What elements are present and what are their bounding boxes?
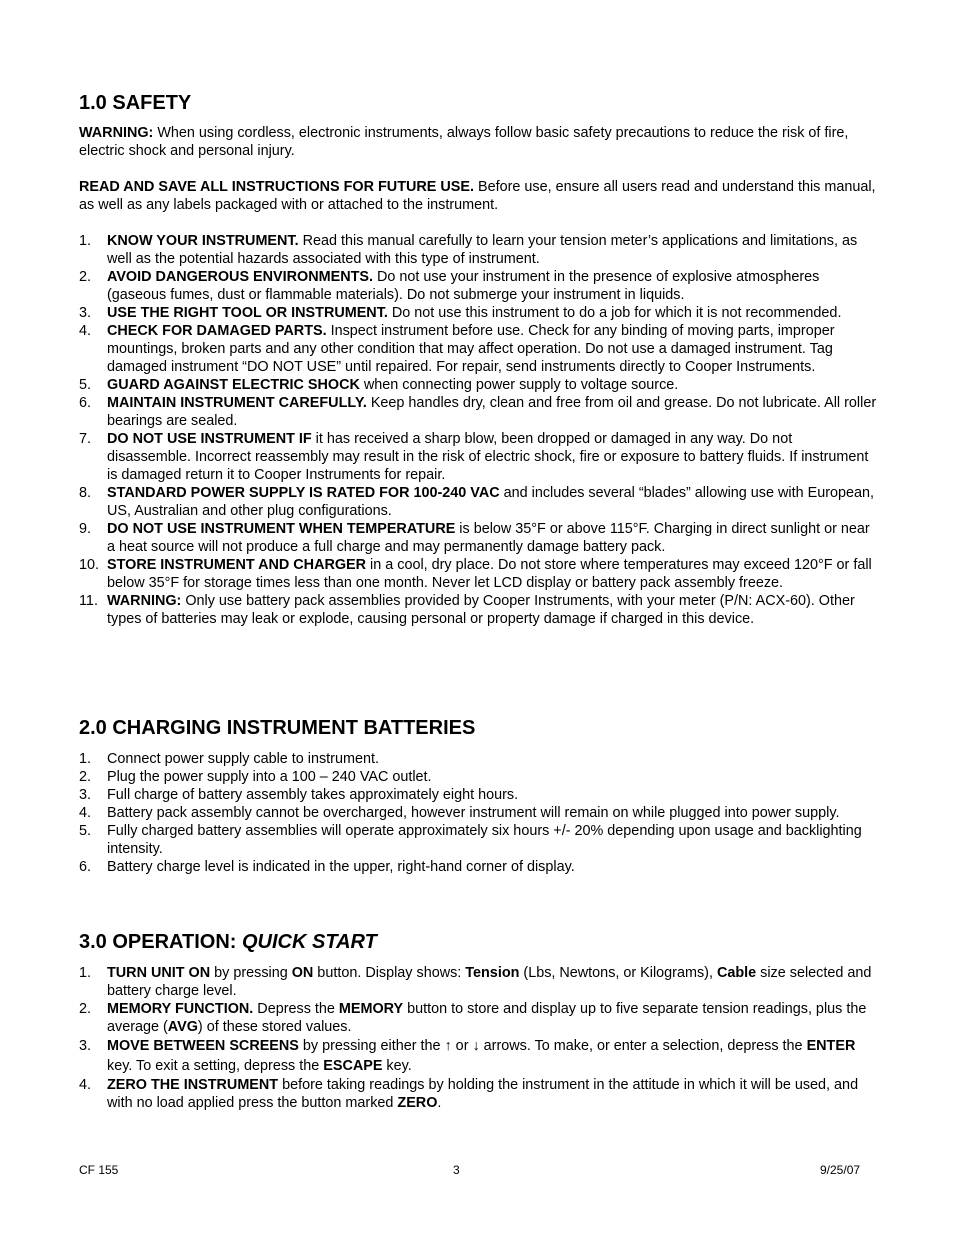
item-text: Do not use this instrument to do a job for which it is not recommended.: [387, 305, 842, 321]
item-number: 11.: [79, 593, 98, 609]
warning-label: WARNING:: [79, 125, 154, 141]
list-item: [79, 376, 879, 394]
item-number: 2.: [79, 269, 92, 285]
item-text: Depress the: [253, 1001, 339, 1017]
item-bold: GUARD AGAINST ELECTRIC SHOCK: [107, 377, 360, 393]
list-item: [79, 394, 879, 430]
section-heading-safety: 1.0 SAFETY: [79, 92, 192, 114]
item-text: Connect power supply cable to instrument.: [107, 751, 379, 767]
item-number: 5.: [79, 823, 92, 839]
item-bold: AVOID DANGEROUS ENVIRONMENTS.: [107, 269, 373, 285]
list-item: [79, 556, 879, 592]
section-heading-operation: [79, 930, 377, 954]
item-text: size selected and battery charge level.: [107, 965, 872, 999]
item-bold: CHECK FOR DAMAGED PARTS.: [107, 323, 327, 339]
item-number: 1.: [79, 233, 92, 249]
item-bold: ESCAPE: [323, 1058, 383, 1074]
item-text: it has received a sharp blow, been dropped or damaged in any way. Do not disassemble. Incorrect reassembly may result in the risk of electric shock, fire or exposure to battery fluids. If instrument is damaged return it to Cooper Instruments for repair.: [107, 431, 869, 483]
item-bold: MOVE BETWEEN SCREENS: [107, 1038, 299, 1054]
item-bold: DO NOT USE INSTRUMENT WHEN TEMPERATURE: [107, 521, 456, 537]
read-save-label: READ AND SAVE ALL INSTRUCTIONS FOR FUTURE USE.: [79, 179, 474, 195]
item-bold: ZERO THE INSTRUMENT: [107, 1077, 279, 1093]
item-number: 2.: [79, 1001, 92, 1017]
item-number: 7.: [79, 431, 92, 447]
item-bold: STORE INSTRUMENT AND CHARGER: [107, 557, 367, 573]
item-text: Read this manual carefully to learn your tension meter’s applications and limitations, as well as the potential hazards associated with this type of instrument.: [107, 233, 858, 267]
list-item: [79, 592, 879, 628]
item-number: 3.: [79, 787, 92, 803]
item-text: and includes several “blades” allowing use with European, US, Australian and other plug configurations.: [107, 485, 874, 519]
item-text: Plug the power supply into a 100 – 240 VAC outlet.: [107, 769, 432, 785]
list-item: [79, 484, 879, 520]
item-text: Do not use your instrument in the presence of explosive atmospheres (gaseous fumes, dust or flammable materials). Do not submerge your instrument in liquids.: [107, 269, 820, 303]
item-text: before taking readings by holding the instrument in the attitude in which it will be used, and with no load applied press the button marked: [107, 1077, 859, 1111]
list-item: [79, 1036, 879, 1076]
item-text: Keep handles dry, clean and free from oil and grease. Do not lubricate. All roller bearings are sealed.: [107, 395, 877, 429]
item-text: Battery charge level is indicated in the upper, right-hand corner of display.: [107, 859, 575, 875]
list-item: [79, 964, 879, 1000]
item-text: Fully charged battery assemblies will operate approximately six hours +/- 20% depending upon usage and backlighting intensity.: [107, 823, 862, 857]
item-number: 9.: [79, 521, 92, 537]
item-text: button to store and display up to five separate tension readings, plus the average (: [107, 1001, 867, 1035]
item-bold: MAINTAIN INSTRUMENT CAREFULLY.: [107, 395, 367, 411]
safety-list: [79, 232, 879, 628]
item-bold: AVG: [167, 1019, 198, 1035]
list-item: [79, 750, 879, 768]
warning-paragraph: [79, 124, 879, 160]
item-bold: ENTER: [806, 1038, 856, 1054]
section-heading-charging: 2.0 CHARGING INSTRUMENT BATTERIES: [79, 717, 476, 739]
item-text: Full charge of battery assembly takes approximately eight hours.: [107, 787, 519, 803]
footer-document-code: CF 155: [79, 1163, 119, 1177]
item-text: when connecting power supply to voltage source.: [359, 377, 679, 393]
list-item: [79, 322, 879, 376]
footer-page-number: 3: [453, 1163, 460, 1177]
list-item: [79, 304, 879, 322]
item-bold: ON: [291, 965, 314, 981]
item-text: Only use battery pack assemblies provided by Cooper Instruments, with your meter (P/N: ACX-60). Other types of batteries may leak or explode, causing personal or property damage if charged in this device.: [107, 593, 855, 627]
item-bold: Tension: [465, 965, 520, 981]
item-bold: ZERO: [397, 1095, 438, 1111]
item-text: key.: [382, 1058, 412, 1074]
item-number: 1.: [79, 965, 92, 981]
item-bold: DO NOT USE INSTRUMENT IF: [107, 431, 312, 447]
item-number: 4.: [79, 805, 92, 821]
item-bold: MEMORY: [338, 1001, 404, 1017]
item-number: 3.: [79, 305, 92, 321]
list-item: [79, 822, 879, 858]
item-text: in a cool, dry place. Do not store where temperatures may exceed 120°F or fall below 35°F for storage times less than one month. Never let LCD display or battery pack assembly freeze.: [107, 557, 872, 591]
operation-list: [79, 964, 879, 1112]
read-save-text: Before use, ensure all users read and understand this manual, as well as any labels packaged with or attached to the instrument.: [79, 179, 876, 213]
item-number: 6.: [79, 859, 92, 875]
item-bold: TURN UNIT ON: [107, 965, 211, 981]
item-text: ) of these stored values.: [197, 1019, 352, 1035]
heading-prefix: 3.0 OPERATION:: [79, 931, 242, 953]
item-text: by pressing either the ↑ or ↓ arrows. To make, or enter a selection, depress the: [298, 1038, 807, 1054]
item-text: Battery pack assembly cannot be overcharged, however instrument will remain on while plugged into power supply.: [107, 805, 840, 821]
list-item: [79, 804, 879, 822]
item-text: Inspect instrument before use. Check for any binding of moving parts, improper mountings, broken parts and any other condition that may affect operation. Do not use a damaged instrument. Tag damaged instrument “DO NOT USE” until repaired. For repair, send instruments directly to Cooper Instruments.: [107, 323, 835, 375]
item-number: 5.: [79, 377, 92, 393]
item-number: 10.: [79, 557, 100, 573]
warning-text: When using cordless, electronic instruments, always follow basic safety precautions to reduce the risk of fire, electric shock and personal injury.: [79, 125, 849, 159]
list-item: [79, 858, 879, 876]
item-bold: MEMORY FUNCTION.: [107, 1001, 254, 1017]
charging-list: [79, 750, 879, 876]
list-item: [79, 232, 879, 268]
read-save-paragraph: [79, 178, 879, 214]
list-item: [79, 268, 879, 304]
item-text: key. To exit a setting, depress the: [107, 1058, 324, 1074]
item-number: 2.: [79, 769, 92, 785]
footer-date: 9/25/07: [820, 1163, 861, 1177]
item-text: .: [437, 1095, 442, 1111]
list-item: [79, 1000, 879, 1036]
list-item: [79, 768, 879, 786]
list-item: [79, 786, 879, 804]
item-bold: USE THE RIGHT TOOL OR INSTRUMENT.: [107, 305, 388, 321]
item-number: 4.: [79, 323, 92, 339]
item-text: is below 35°F or above 115°F. Charging in direct sunlight or near a heat source will not produce a full charge and may permanently damage battery pack.: [107, 521, 870, 555]
item-number: 3.: [79, 1038, 92, 1054]
item-bold: STANDARD POWER SUPPLY IS RATED FOR 100-240 VAC: [107, 485, 500, 501]
item-bold: KNOW YOUR INSTRUMENT.: [107, 233, 299, 249]
list-item: [79, 430, 879, 484]
item-number: 8.: [79, 485, 92, 501]
list-item: [79, 1076, 879, 1112]
item-bold: Cable: [716, 965, 757, 981]
item-text: by pressing: [210, 965, 292, 981]
item-number: 1.: [79, 751, 92, 767]
item-text: (Lbs, Newtons, or Kilograms),: [519, 965, 717, 981]
item-text: button. Display shows:: [313, 965, 466, 981]
item-number: 4.: [79, 1077, 92, 1093]
item-bold: WARNING:: [107, 593, 182, 609]
heading-italic: QUICK START: [242, 931, 377, 953]
list-item: [79, 520, 879, 556]
item-number: 6.: [79, 395, 92, 411]
